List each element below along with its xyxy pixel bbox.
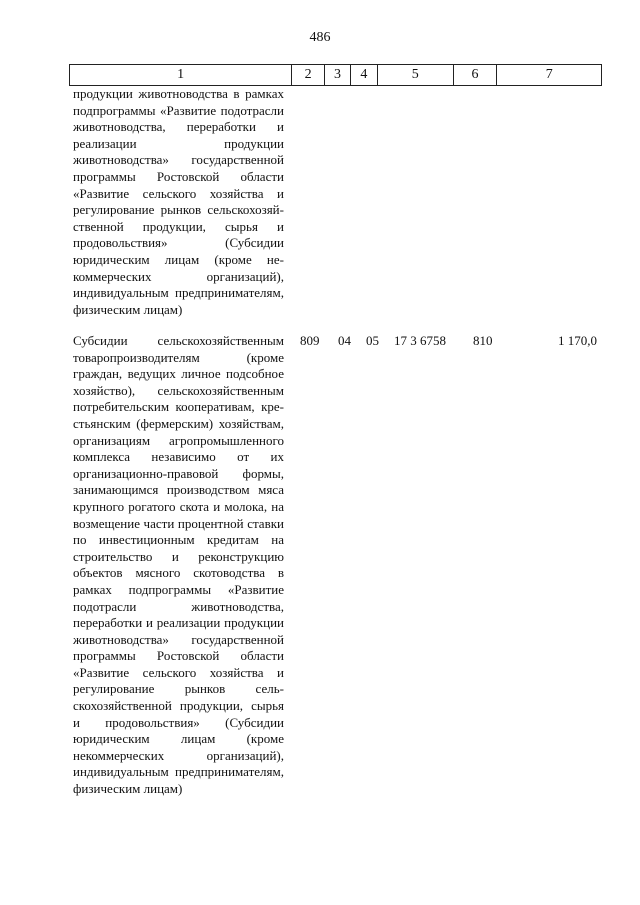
header-col-4: 4 bbox=[350, 65, 377, 85]
header-col-6: 6 bbox=[453, 65, 497, 85]
row-2-amount: 1 170,0 bbox=[558, 333, 597, 348]
header-col-3: 3 bbox=[324, 65, 350, 85]
row-2-target-article-code: 17 3 6758 bbox=[394, 333, 446, 348]
row-2-ved-code: 809 bbox=[300, 333, 320, 348]
header-col-7: 7 bbox=[496, 65, 601, 85]
row-1-description: продукции животноводства в рамках подпрограммы «Развитие подотрасли животноводства, переработки и реализации продукции животноводства» государственной программы Ростовской области «Развитие сельского хозяйства и регулирование рынков сельскохозяйственной продукции, сырья и продовольствия» (Субсидии юридическим лицам (кроме некоммерческих организаций), индивидуальным предпринимателям, физическим лицам) bbox=[73, 86, 284, 317]
table-header-row bbox=[69, 64, 602, 86]
header-col-5: 5 bbox=[377, 65, 453, 85]
page-number: 486 bbox=[309, 30, 331, 45]
row-2-section-code: 04 bbox=[338, 333, 351, 348]
row-2-subsection-code: 05 bbox=[366, 333, 379, 348]
header-col-2: 2 bbox=[291, 65, 324, 85]
row-2-expense-type-code: 810 bbox=[473, 333, 493, 348]
row-2-description: Субсидии сельскохозяйственным товаропроизводителям (кроме граждан, ведущих личное подсобное хозяйство), сельскохозяйственным потребительским кооперативам, крестьянским (фермерским) хозяйствам, организациям агропромышленного комплекса независимо от их организационно-правовой формы, занимающимся производством мяса крупного рогатого скота и молока, на возмещение части процентной ставки по инвестиционным кредитам на строительство и реконструкцию объектов мясного скотоводства в рамках подпрограммы «Развитие подотрасли животноводства, переработки и реализации продукции животноводства» государственной программы Ростовской области «Развитие сельского хозяйства и регулирование рынков сельскохозяйственной продукции, сырья и продовольствия» (Субсидии юридическим лицам (кроме некоммерческих организаций), индивидуальным предпринимателям, физическим лицам) bbox=[73, 333, 284, 797]
header-col-1: 1 bbox=[177, 67, 185, 82]
